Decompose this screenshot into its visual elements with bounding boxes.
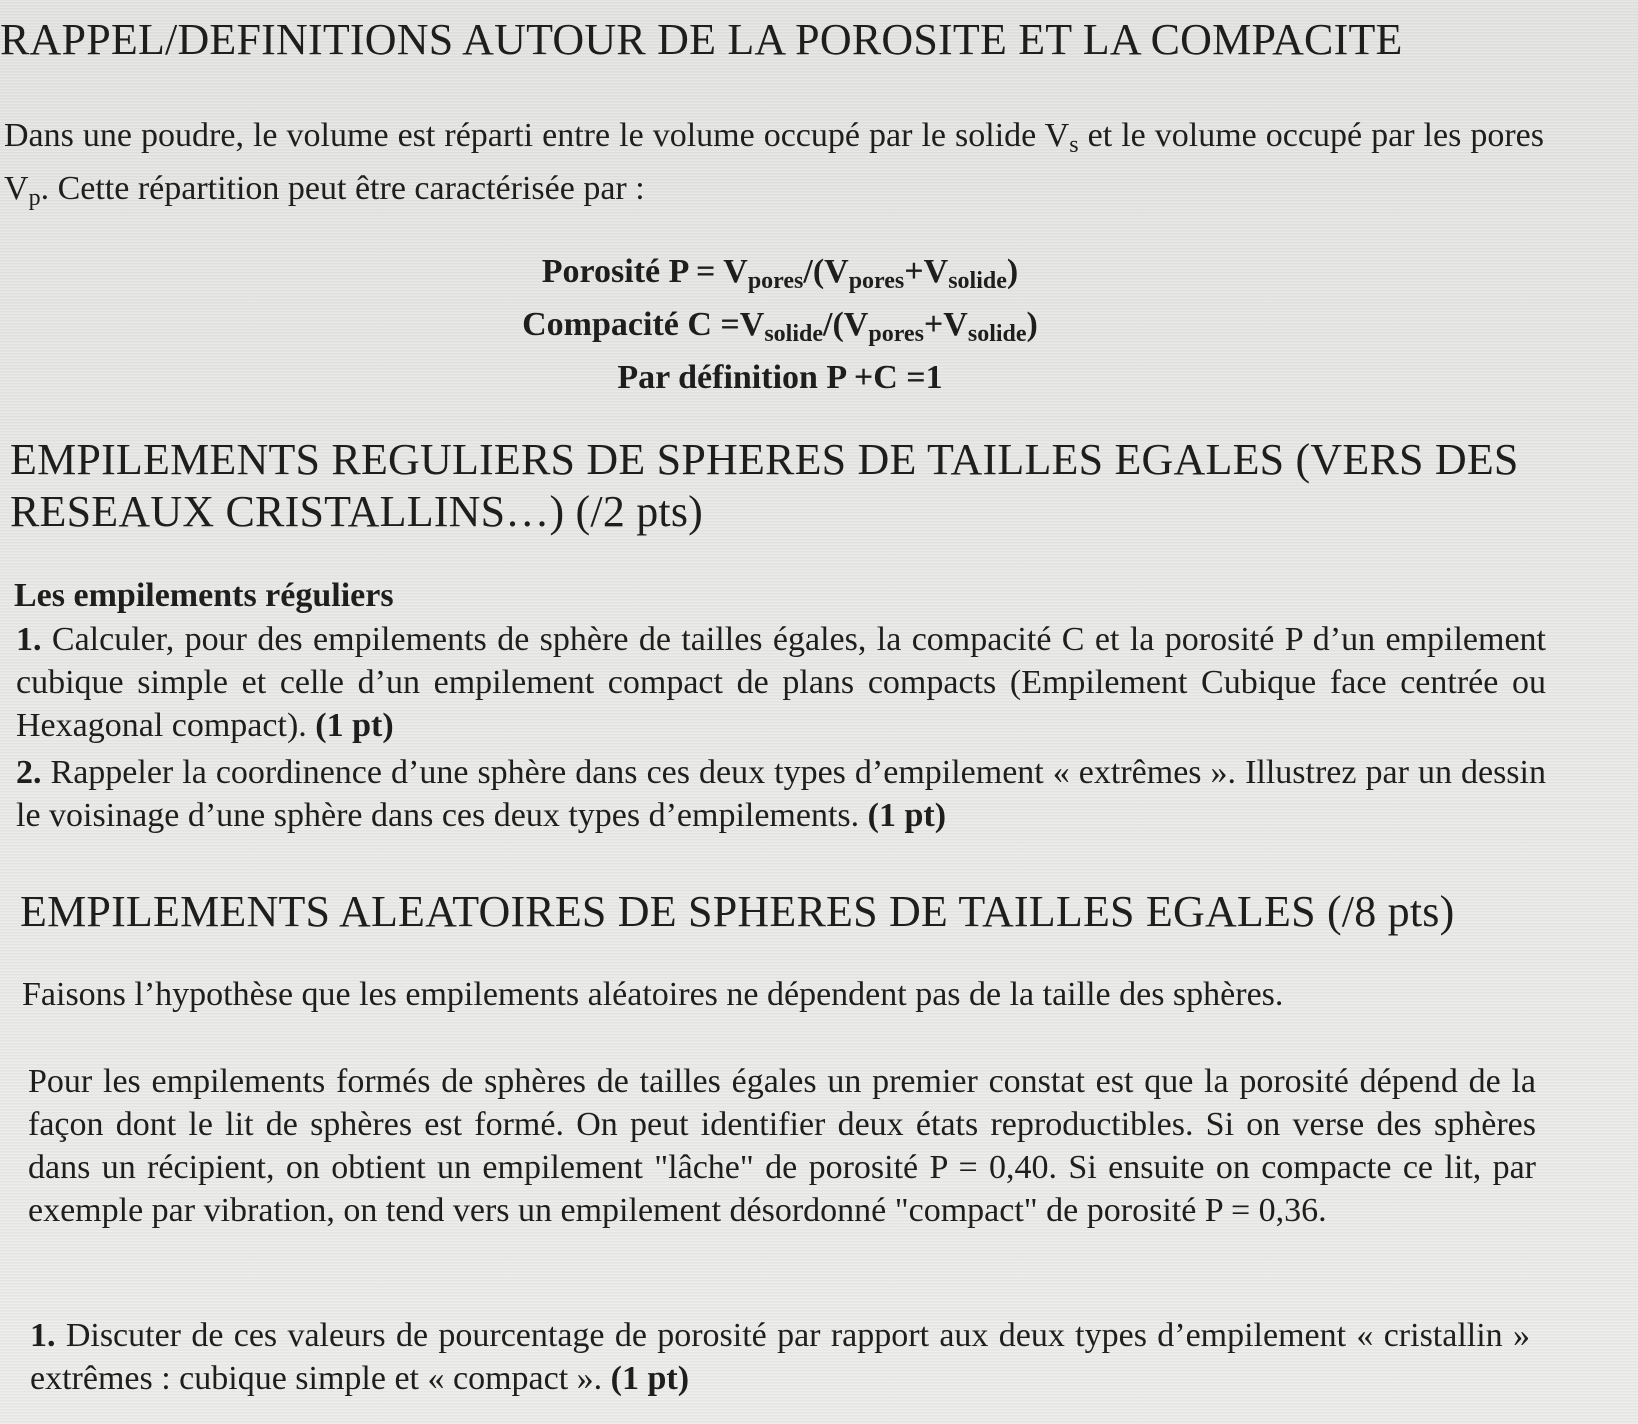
question-2 xyxy=(16,751,1546,837)
question-2-points: (1 pt) xyxy=(867,797,947,834)
question-2-number: 2. xyxy=(16,754,42,791)
question-2-text: Rappeler la coordinence d’une sphère dans ces deux types d’empilement « extrêmes ». Illustrez par un dessin le voisinage d’une sphère dans ces deux types d’empilements. xyxy=(16,754,1546,834)
definition-formula: Par définition P +C =1 xyxy=(617,359,943,396)
compacity-sub-1: solide xyxy=(764,321,824,347)
subheading-regular-stacking: Les empilements réguliers xyxy=(14,577,394,614)
porosity-label: Porosité P = V xyxy=(541,253,748,290)
compacity-sub-2: pores xyxy=(868,321,924,347)
porosity-sub-1: pores xyxy=(747,268,804,294)
intro-part-2: et le volume occupé par les pores V xyxy=(4,117,1545,207)
intro-part-3: . Cette répartition peut être caractérisée par : xyxy=(40,170,645,207)
question-1-points: (1 pt) xyxy=(315,707,394,744)
section-heading-regular-stacking: EMPILEMENTS REGULIERS DE SPHERES DE TAILLES EGALES (VERS DES RESEAUX CRISTALLINS…) (/2 pts) xyxy=(10,435,1519,536)
compacity-plus: +V xyxy=(923,306,968,343)
compacity-label: Compacité C =V xyxy=(522,306,765,343)
page-title: RAPPEL/DEFINITIONS AUTOUR DE LA POROSITE ET LA COMPACITE xyxy=(0,15,1403,64)
random-question-1-number: 1. xyxy=(30,1317,56,1354)
question-1-text: Calculer, pour des empilements de sphère de tailles égales, la compacité C et la porosité P d’un empilement cubique simple et celle d’un empilement compact de plans compacts (Empilement Cubique face centrée ou Hexagonal compact). xyxy=(16,621,1546,744)
compacity-formula xyxy=(0,303,1560,356)
porosity-plus: +V xyxy=(904,253,949,290)
random-question-1 xyxy=(30,1314,1530,1400)
porosity-sub-3: solide xyxy=(948,268,1007,294)
intro-paragraph xyxy=(4,114,1544,220)
intro-sub-s: s xyxy=(1069,132,1079,158)
section-heading-random-stacking: EMPILEMENTS ALEATOIRES DE SPHERES DE TAILLES EGALES (/8 pts) xyxy=(20,887,1455,936)
porosity-formula xyxy=(0,250,1560,303)
porosity-mid: /(V xyxy=(803,253,849,290)
question-1 xyxy=(16,618,1546,747)
compacity-mid: /(V xyxy=(823,306,869,343)
hypothesis-paragraph: Faisons l’hypothèse que les empilements aléatoires ne dépendent pas de la taille des sphères. xyxy=(22,976,1284,1013)
formula-block xyxy=(0,250,1560,399)
random-question-1-text: Discuter de ces valeurs de pourcentage de porosité par rapport aux deux types d’empilement « cristallin » extrêmes : cubique simple et « compact ». xyxy=(30,1317,1530,1397)
compacity-sub-3: solide xyxy=(967,321,1027,347)
random-question-1-points: (1 pt) xyxy=(610,1360,690,1397)
porosity-sub-2: pores xyxy=(848,268,905,294)
compacity-end: ) xyxy=(1026,306,1038,343)
question-1-number: 1. xyxy=(16,621,42,658)
intro-sub-p: p xyxy=(28,185,41,211)
intro-part-1: Dans une poudre, le volume est réparti entre le volume occupé par le solide V xyxy=(4,117,1070,154)
constat-paragraph: Pour les empilements formés de sphères de tailles égales un premier constat est que la porosité dépend de la façon dont le lit de sphères est formé. On peut identifier deux états reproductibles. Si on verse des sphères dans un récipient, on obtient un empilement "lâche" de porosité P = 0,40. Si ensuite on compacte ce lit, par exemple par vibration, on tend vers un empilement désordonné "compact" de porosité P = 0,36. xyxy=(28,1063,1536,1229)
porosity-end: ) xyxy=(1006,253,1019,290)
